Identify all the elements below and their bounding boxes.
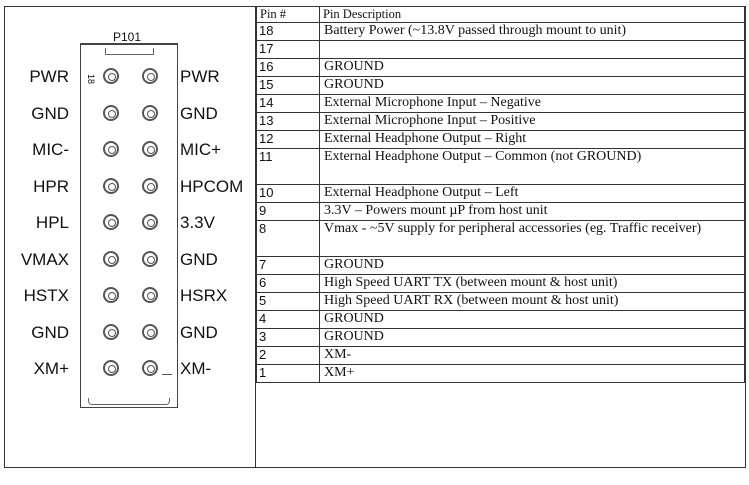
pin-number: 9 <box>257 203 320 221</box>
pin-number: 16 <box>257 59 320 77</box>
pin-description: GROUND <box>320 329 745 347</box>
connector-name: P101 <box>113 30 142 44</box>
pin-contact <box>103 324 119 340</box>
pin-description: Battery Power (~13.8V passed through mount to unit) <box>320 23 745 41</box>
pin-description: GROUND <box>320 59 745 77</box>
table-row <box>257 185 745 203</box>
pin-number: 11 <box>257 149 320 185</box>
pin-contact <box>142 360 158 376</box>
pin-label-right: MIC+ <box>180 140 222 159</box>
pin-contact <box>103 214 119 230</box>
pin-label-right: GND <box>180 322 218 342</box>
connector-key-top <box>105 48 154 55</box>
pin-contact <box>103 141 119 157</box>
column-header-description: Pin Description <box>320 7 745 23</box>
pin-label-left: GND <box>31 322 69 342</box>
pin-description: Vmax - ~5V supply for peripheral accessories (eg. Traffic receiver) <box>320 221 745 257</box>
pin-number: 2 <box>257 347 320 365</box>
column-header-pin: Pin # <box>257 7 320 23</box>
pin-label-right: PWR <box>180 67 220 86</box>
pin-description: 3.3V – Powers mount µP from host unit <box>320 203 745 221</box>
table-row <box>257 275 745 293</box>
pin-contact <box>103 360 119 376</box>
pin-contact <box>103 287 119 303</box>
pin-description: XM- <box>320 347 745 365</box>
pin-contact <box>142 178 158 194</box>
pin-contact <box>103 178 119 194</box>
pin-label-right: HPCOM <box>180 176 244 196</box>
pin-contact <box>142 324 158 340</box>
pin-contact <box>142 141 158 157</box>
pin-number: 1 <box>257 365 320 383</box>
pin-1-marker <box>162 374 172 375</box>
pin-description: High Speed UART TX (between mount & host unit) <box>320 275 745 293</box>
table-row <box>257 23 745 41</box>
table-row <box>257 113 745 131</box>
pin-description: High Speed UART RX (between mount & host unit) <box>320 293 745 311</box>
pin-description: GROUND <box>320 257 745 275</box>
pin-number: 5 <box>257 293 320 311</box>
pin-label-left: PWR <box>29 67 69 86</box>
pin-number: 18 <box>257 23 320 41</box>
pin-label-left: VMAX <box>20 249 69 269</box>
pin-description: XM+ <box>320 365 745 383</box>
pin-description: External Microphone Input – Negative <box>320 95 745 113</box>
pin-label-left: GND <box>31 103 69 123</box>
pin-label-right: GND <box>180 103 218 123</box>
table-row <box>257 131 745 149</box>
pin-contact <box>142 105 158 121</box>
table-row <box>257 329 745 347</box>
pin-contact <box>142 287 158 303</box>
table-row <box>257 365 745 383</box>
pin-label-right: 3.3V <box>180 213 215 232</box>
pin-number: 3 <box>257 329 320 347</box>
pin-number: 12 <box>257 131 320 149</box>
table-row <box>257 347 745 365</box>
pin-number: 7 <box>257 257 320 275</box>
table-row <box>257 311 745 329</box>
pin-label-right: HSRX <box>180 286 228 305</box>
pin-description <box>320 41 745 59</box>
table-row <box>257 203 745 221</box>
pin-description: External Headphone Output – Right <box>320 131 745 149</box>
pin-contact <box>103 68 119 84</box>
pin-contact <box>142 251 158 267</box>
pin-label-right: XM- <box>180 359 212 378</box>
table-row <box>257 149 745 185</box>
pin-number: 13 <box>257 113 320 131</box>
connector-housing <box>80 43 178 408</box>
pin-label-left: HPR <box>33 176 69 196</box>
table-row <box>257 95 745 113</box>
pin-number: 6 <box>257 275 320 293</box>
pin-contact <box>142 68 158 84</box>
table-row <box>257 41 745 59</box>
pin-label-left: XM+ <box>33 359 69 378</box>
table-row <box>257 221 745 257</box>
pin-description: External Headphone Output – Common (not GROUND) <box>320 149 745 185</box>
pin-number: 14 <box>257 95 320 113</box>
pin-description: GROUND <box>320 311 745 329</box>
table-row <box>257 77 745 95</box>
pin-number: 15 <box>257 77 320 95</box>
table-row <box>257 293 745 311</box>
pin-label-right: GND <box>180 249 218 269</box>
pin-description: External Headphone Output – Left <box>320 185 745 203</box>
pin-contact <box>103 251 119 267</box>
pin-contact <box>142 214 158 230</box>
table-row <box>257 257 745 275</box>
pin-contact <box>103 105 119 121</box>
pin-label-left: MIC- <box>32 140 69 159</box>
pin-number: 17 <box>257 41 320 59</box>
table-row <box>257 59 745 77</box>
connector-key-bottom <box>88 398 170 405</box>
pin-18-marker: 18 <box>86 73 97 85</box>
pin-table <box>256 6 745 383</box>
pin-number: 8 <box>257 221 320 257</box>
pin-description: GROUND <box>320 77 745 95</box>
pin-label-left: HPL <box>35 213 69 232</box>
pin-label-left: HSTX <box>23 286 69 305</box>
pin-number: 4 <box>257 311 320 329</box>
pin-description: External Microphone Input – Positive <box>320 113 745 131</box>
pin-number: 10 <box>257 185 320 203</box>
